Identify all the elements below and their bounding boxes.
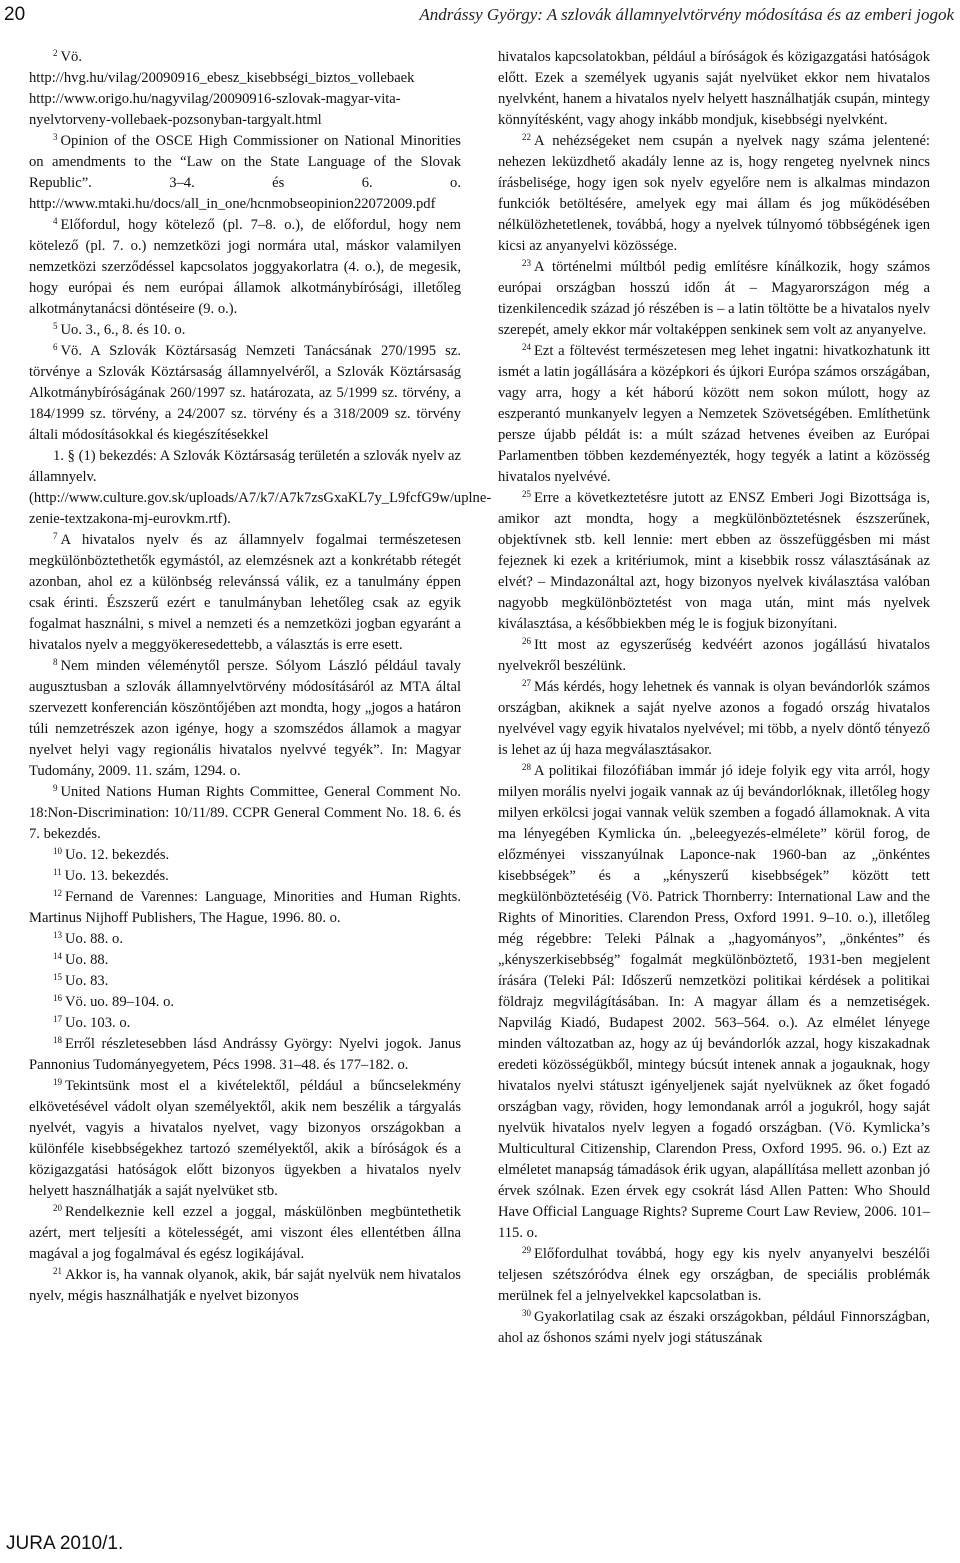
footnote [29,845,461,866]
footnote-number: 30 [522,1308,531,1318]
left-footnote-column [29,47,492,1307]
footnote-number: 6 [53,342,58,352]
footnote-text: Rendelkeznie kell ezzel a joggal, máskülönben megbüntethetik azért, mert teljesíti a kötelességét, ami viszont éles ellentétben állna magával a jog fogalmával és egész logikájával. [29,1204,461,1262]
footnote-number: 9 [53,783,58,793]
footnote [29,1076,461,1202]
footnote-number: 7 [53,531,58,541]
footnote [29,866,461,887]
footnote-number: 11 [53,867,62,877]
journal-footer: JURA 2010/1. [6,1533,124,1554]
footnote-text: Tekintsünk most el a kivételektől, például a bűncselekmény elkövetésével vádolt olyan személyektől, akik nem beszélik a tárgyalás nyelvét, vagyis a hivatalos nyelvet, vagy bizonyos országokban a különféle kisebbségekhez tartozó személyektől, akik a bíróságok és a közigazgatási hatóságok előtt bizonyos ügyekben a hivatalos nyelv helyett használhatják a saját nyelvüket stb. [29,1078,461,1199]
page-header [0,0,960,40]
footnote-number: 26 [522,636,531,646]
footnote-number: 25 [522,489,531,499]
footnote-number: 14 [53,951,62,961]
footnote [29,992,461,1013]
footnote [29,1265,461,1307]
footnote-text: A történelmi múltból pedig említésre kínálkozik, hogy számos európai országban hosszú időn át – Magyarországon még a tizenkilencedik század jó részében is – a latin töltötte be a hivatalos nyelv szerepét, amely ekkor már voltaképpen senkinek sem volt az anyanyelve. [498,259,930,338]
footnote [498,635,930,677]
footnote-text: Előfordul, hogy kötelező (pl. 7–8. o.), de előfordul, hogy nem kötelező (pl. 7. o.) nemzetközi jogi normára utal, máskor valamilyen nemzetközi szerződéssel kapcsolatos joggyakorlatra (4. o.), de megesik, hogy európai és nem európai államok alkotmánybírósági, illetőleg alkotmánytanácsi döntéseire (9. o.). [29,217,461,317]
footnote [29,446,492,530]
footnote-number: 27 [522,678,531,688]
footnote [29,1034,461,1076]
footnote-number: 29 [522,1245,531,1255]
footnote-number: 18 [53,1035,62,1045]
footnote [29,656,461,782]
footnote-number: 4 [53,216,58,226]
footnote-text: Uo. 103. o. [65,1015,131,1031]
footnote [29,887,461,929]
footnote-text: A nehézségeket nem csupán a nyelvek nagy száma jelentené: nehezen leküzdhető akadály lenne az is, hogy rengeteg nyelvnek nincs írásbelisége, hogy igen sok nyelv egyelőre nem is alkalmas mindazon funkciók betöltésére, amelyek egy mai állam és jog működésében nélkülözhetetlenek, továbbá, hogy a nyelvek túlnyomó többségének igen kicsi az anyanyelvi közössége. [498,133,930,254]
footnote [29,929,461,950]
footnote-number: 5 [53,321,58,331]
footnote-text: Erről részletesebben lásd Andrássy György: Nyelvi jogok. Janus Pannonius Tudományegyetem, Pécs 1998. 31–48. és 177–182. o. [29,1036,461,1073]
footnote-number: 10 [53,846,62,856]
footnote-text: A politikai filozófiában immár jó ideje folyik egy vita arról, hogy milyen morális nyelvi jogaik vannak az új bevándorlóknak, illetőleg hogy milyen erkölcsi jogai vannak velük szemben a fogadó államoknak. A vita ma lényegében Kymlicka ún. „beleegyezés-elmélete” körül forog, de előzményei visszanyúlnak Laponce-nak 1960-ban az „önkéntes kisebbségek” és a „kényszerű kisebbségek” között tett megkülönböztetéséig (Vö. Patrick Thornberry: International Law and the Rights of Minorities. Clarendon Press, Oxford 1991. 9–10. o.), illetőleg még régebbre: Teleki Pálnak a „hagyományos”, „önkéntes” és „kényszerkisebbség” fogalmát megkülönböztető, 1931-ben megjelent írására (Teleki Pál: Időszerű nemzetközi politikai kérdések a politikai földrajz megvilágításában. In: A magyar állam és a nemzetiségek. Napvilág Kiadó, Budapest 2002. 563–564. o.). Az elmélet lényege minden változatban az, hogy az új bevándorlók azzal, hogy kiszakadnak eredeti közösségükből, mintegy búcsút intenek annak a jogauknak, hogy hivatalos nyelvi státuszt igényeljenek saját nyelvüknek az őket fogadó országban vagy, röviden, hogy lemondanak arról a jogukról, hogy saját nyelvük hivatalos nyelv legyen a fogadó országban. (Vö. Kymlicka’s Multicultural Citizenship, Clarendon Press, Oxford 1995. 96. o.) Ezt az elméletet manapság támadások érik ugyan, alapállítása mellett azonban jó érvek szólnak. Ezen érvek egy csokrát lásd Allen Patten: Who Should Have Official Language Rights? Supreme Court Law Review, 2006. 101–115. o. [498,763,930,1241]
footnote-text: hivatalos kapcsolatokban, például a bíróságok és közigazgatási hatóságok előtt. Ezek a személyek ugyanis saját nyelvüket ekkor nem hivatalos nyelvként, hanem a hivatalos nyelv helyett használhatják csupán, mintegy könnyítésként, vagy ahogy inkább mondjuk, kisebbségi nyelvként. [498,49,931,128]
footnote-text: Uo. 12. bekezdés. [65,847,170,863]
footnote-text: Uo. 83. [65,973,109,989]
footnote-text: Ezt a föltevést természetesen meg lehet ingatni: hivatkozhatunk itt ismét a latin jogállására a középkori és újkori Európa számos országában, vagy arra, hogy a két háború között nem sokon múlott, hogy az eszperantó munkanyelv legyen a Nemzetek Szövetségében. Említhetünk persze újabb példát is: a múlt század hetvenes éveiben az Európai Parlamentben többen kezdeményezték, hogy tegyék a latint a közösség hivatalos nyelvévé. [498,343,930,485]
footnote-text: Vö. uo. 89–104. o. [65,994,175,1010]
footnote-number: 17 [53,1014,62,1024]
footnote [29,47,461,131]
footnote-number: 22 [522,132,531,142]
footnote-text: Más kérdés, hogy lehetnek és vannak is olyan bevándorlók számos országban, akiknek a saját nyelve azonos a fogadó ország hivatalos nyelvével vagy egyik hivatalos nyelvével; mi több, a nyelv döntő tényező is lehet az új haza megválasztásakor. [498,679,930,758]
footnote [498,341,930,488]
footnote [29,782,461,845]
footnote [29,1202,461,1265]
footnote-number: 8 [53,657,58,667]
footnote [29,341,461,446]
footnote [498,677,930,761]
footnote-text: Uo. 13. bekezdés. [64,868,169,884]
footnote-text: Előfordulhat továbbá, hogy egy kis nyelv anyanyelvi beszélői teljesen szétszóródva élnek egy országban, de speciális problémák merülnek fel a jelnyelvekkel kapcsolatban is. [498,1246,930,1304]
footnote-number: 16 [53,993,62,1003]
footnote-text: Vö. A Szlovák Köztársaság Nemzeti Tanácsának 270/1995 sz. törvénye a Szlovák Köztársaság államnyelvéről, a Szlovák Köztársaság Alkotmánybíróságának 260/1997 sz. határozata, az 5/1999 sz. törvény, a 184/1999 sz. törvény, a 24/2007 sz. törvény és a 318/2009 sz. törvény általi módosításokkal és kiegészítésekkel [29,343,461,443]
footnote-number: 21 [53,1266,62,1276]
footnote-text: Uo. 3., 6., 8. és 10. o. [60,322,186,338]
footnote-number: 24 [522,342,531,352]
footnote [29,131,461,215]
footnote-text: A hivatalos nyelv és az államnyelv fogalmai természetesen megkülönböztethetők egymástól, az elemzésnek azt a konkrétabb rétegét azonban, ahol ez a különbség relevánssá válik, ez a tanulmány éppen csak érinti. Észszerű ezért e tanulmányban lehetőleg csak az egyik fogalmat használni, s mivel a nemzeti és a nemzetközi jogban egyaránt a hivatalos nyelv a meggyökeresedettebb, a választás is erre esett. [29,532,461,653]
footnote-number: 3 [53,132,58,142]
footnote-text: Uo. 88. [65,952,109,968]
page-number: 20 [4,4,26,25]
footnote-number: 19 [53,1077,62,1087]
footnote-number: 2 [53,48,58,58]
footnote [498,1307,930,1349]
footnote [29,320,461,341]
footnote-number: 12 [53,888,62,898]
footnote-text: Itt most az egyszerűség kedvéért azonos jogállású hivatalos nyelvekről beszélünk. [498,637,930,674]
footnote-number: 23 [522,258,531,268]
footnote-text: Opinion of the OSCE High Commissioner on National Minorities on amendments to the “Law on the State Language of the Slovak Republic”. 3–4. és 6. o. http://www.mtaki.hu/docs/all_in_one/hcnmobseopinion22072009.pdf [29,133,461,212]
footnote [29,1013,461,1034]
running-title: Andrássy György: A szlovák államnyelvtörvény módosítása és az emberi jogok [419,5,954,24]
footnote [498,131,930,257]
right-footnote-column [498,47,930,1349]
footnote-text: Uo. 88. o. [65,931,123,947]
footnote [498,257,930,341]
footnote-text: Nem minden véleménytől persze. Sólyom László például tavaly augusztusban a szlovák államnyelvtörvény módosításáról az MTA által szervezett konferencián köszöntőjében azt mondta, hogy „jogos a határon túli nemzetrészek azon igénye, hogy a szomszédos államok a magyar nyelvet helyi vagy regionális hivatalos nyelvvé tegyék”. In: Magyar Tudomány, 2009. 11. szám, 1294. o. [29,658,461,779]
footnote-number: 13 [53,930,62,940]
footnote-text: United Nations Human Rights Committee, General Comment No. 18:Non-Discrimination: 10/11/89. CCPR General Comment No. 18. 6. és 7. bekezdés. [29,784,461,842]
footnote-number: 28 [522,762,531,772]
footnote-number: 20 [53,1203,62,1213]
footnote [498,1244,930,1307]
footnote [498,488,930,635]
footnote [29,971,461,992]
footnote [29,215,461,320]
footnote [29,530,461,656]
footnote-text: 1. § (1) bekezdés: A Szlovák Köztársaság területén a szlovák nyelv az államnyelv. (http://www.culture.gov.sk/uploads/A7/k7/A7k7zsGxaKL7y_L9fcfG9w/uplne-zenie-textzakona-mj-eurovkm.rtf). [29,448,492,527]
footnote [29,950,461,971]
footnote [498,47,930,131]
footnote-text: Akkor is, ha vannak olyanok, akik, bár saját nyelvük nem hivatalos nyelv, mégis használhatják e nyelvet bizonyos [29,1267,461,1304]
footnote-number: 15 [53,972,62,982]
footnote-text: Fernand de Varennes: Language, Minorities and Human Rights. Martinus Nijhoff Publishers, The Hague, 1996. 80. o. [29,889,461,926]
footnote [498,761,930,1244]
footnote-text: Erre a következtetésre jutott az ENSZ Emberi Jogi Bizottsága is, amikor azt mondta, hogy a megkülönböztetésnek észszerűnek, objektívnek stb. kell lennie: mert ebben az összefüggésben mi mást fejeznek ki ezek a kritériumok, mint a kisebbik rossz választásának az elvét? – Mindazonáltal azt, hogy bizonyos nyelvek kiválasztása valóban nagyobb megkülönböztetést von maga után, mint más nyelvek kiválasztása, a későbbiekben még le is fogjuk bizonyítani. [498,490,930,632]
footnote-text: Gyakorlatilag csak az északi országokban, például Finnországban, ahol az őshonos számi nyelv jogi státuszának [498,1309,930,1346]
footnote-text: Vö. http://hvg.hu/vilag/20090916_ebesz_kisebbségi_biztos_vollebaek http://www.origo.hu/nagyvilag/20090916-szlovak-magyar-vita-nyelvtorveny-vollebaek-pozsonyban-targyalt.html [29,49,415,128]
